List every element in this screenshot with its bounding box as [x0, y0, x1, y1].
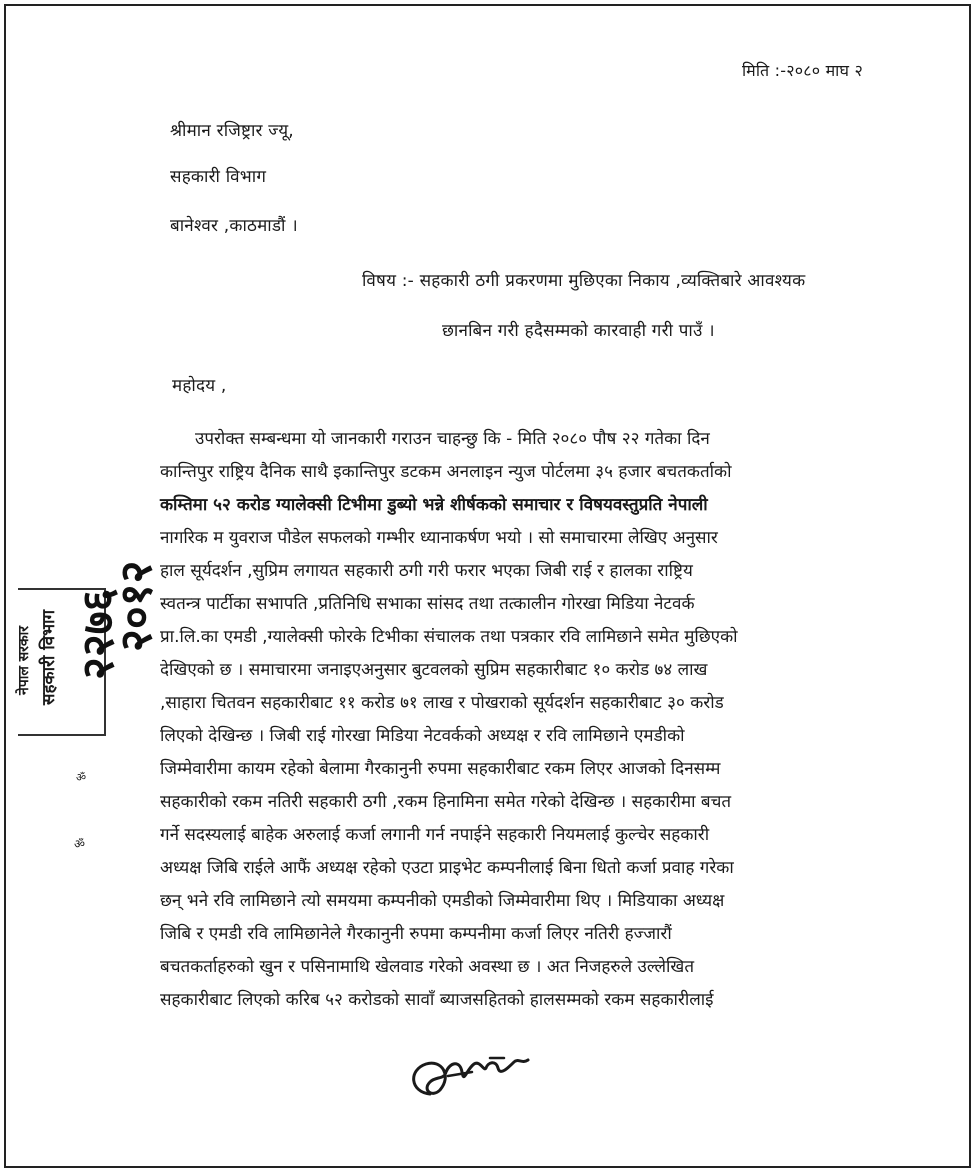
- salutation: महोदय ,: [172, 376, 227, 396]
- stamp-government-text: नेपाल सरकार: [16, 625, 32, 695]
- body-line: जिम्मेवारीमा कायम रहेको बेलामा गैरकानुनी रुपमा सहकारीबाट रकम लिएर आजको दिनसम्म: [160, 759, 721, 779]
- subject-line-2: छानबिन गरी हदैसम्मको कारवाही गरी पाउँ ।: [442, 321, 715, 341]
- signature: [400, 1042, 550, 1116]
- margin-mark: ॐ: [76, 771, 87, 784]
- addressee-title: श्रीमान रजिष्ट्रार ज्यू,: [170, 121, 294, 141]
- addressee-department: सहकारी विभाग: [170, 167, 267, 187]
- body-line: ,साहारा चितवन सहकारीबाट ११ करोड ७१ लाख र पोखराको सूर्यदर्शन सहकारीबाट ३० करोड: [160, 693, 724, 713]
- margin-mark: ॐ: [74, 837, 85, 851]
- body-line: गर्ने सदस्यलाई बाहेक अरुलाई कर्जा लगानी गर्न नपाईने सहकारी नियमलाई कुल्चेर सहकारी: [160, 825, 710, 845]
- addressee-location: बानेश्वर ,काठमाडौं ।: [170, 216, 298, 236]
- body-line: बचतकर्ताहरुको खुन र पसिनामाथि खेलवाड गरेको अवस्था छ । अत निजहरुले उल्लेखित: [160, 957, 695, 977]
- body-line: प्रा.लि.का एमडी ,ग्यालेक्सी फोरके टिभीका संचालक तथा पत्रकार रवि लामिछाने समेत मुछिएको: [160, 627, 738, 647]
- signature-scribble: [400, 1042, 550, 1112]
- stamp-year: २०१२: [111, 560, 162, 652]
- stamp-department-text: सहकारी विभाग: [39, 609, 59, 705]
- body-line: जिबि र एमडी रवि लामिछानेले गैरकानुनी रुपमा कम्पनीमा कर्जा लिएर नतिरी हज्जारौं: [160, 924, 672, 944]
- body-line: छन् भने रवि लामिछाने त्यो समयमा कम्पनीको एमडीको जिम्मेवारीमा थिए । मिडियाका अध्यक्ष: [160, 891, 725, 911]
- body-line: हाल सूर्यदर्शन ,सुप्रिम लगायत सहकारी ठगी गरी फरार भएका जिबी राई र हालका राष्ट्रिय: [160, 561, 693, 581]
- body-line: देखिएको छ । समाचारमा जनाइएअनुसार बुटवलको सुप्रिम सहकारीबाट १० करोड ७४ लाख: [160, 660, 708, 680]
- body-line: अध्यक्ष जिबि राईले आफैं अध्यक्ष रहेको एउटा प्राइभेट कम्पनीलाई बिना धितो कर्जा प्रवाह गरेका: [160, 858, 734, 878]
- body-line: कम्तिमा ५२ करोड ग्यालेक्सी टिभीमा डुब्यो भन्ने शीर्षकको समाचार र विषयवस्तुप्रति नेपाली: [160, 495, 708, 515]
- stamp-registration-number: २२७६: [73, 588, 124, 680]
- body-line: सहकारीबाट लिएको करिब ५२ करोडको सावाँ ब्याजसहितको हालसम्मको रकम सहकारीलाई: [160, 990, 714, 1010]
- body-line: नागरिक म युवराज पौडेल सफलको गम्भीर ध्यानाकर्षण भयो । सो समाचारमा लेखिए अनुसार: [160, 528, 718, 548]
- body-line: सहकारीको रकम नतिरी सहकारी ठगी ,रकम हिनामिना समेत गरेको देखिन्छ । सहकारीमा बचत: [160, 792, 732, 812]
- body-line: उपरोक्त सम्बन्धमा यो जानकारी गराउन चाहन्छु कि - मिति २०८० पौष २२ गतेका दिन: [195, 429, 710, 449]
- body-line: स्वतन्त्र पार्टीका सभापति ,प्रतिनिधि सभाका सांसद तथा तत्कालीन गोरखा मिडिया नेटवर्क: [160, 594, 695, 614]
- body-line: लिएको देखिन्छ । जिबी राई गोरखा मिडिया नेटवर्कको अध्यक्ष र रवि लामिछाने एमडीको: [160, 726, 685, 746]
- body-line: कान्तिपुर राष्ट्रिय दैनिक साथै इकान्तिपुर डटकम अनलाइन न्युज पोर्टलमा ३५ हजार बचतकर्ताको: [160, 462, 732, 482]
- subject-line-1: विषय :- सहकारी ठगी प्रकरणमा मुछिएका निकाय ,व्यक्तिबारे आवश्यक: [362, 271, 806, 291]
- letter-date: मिति :-२०८० माघ २: [742, 61, 863, 80]
